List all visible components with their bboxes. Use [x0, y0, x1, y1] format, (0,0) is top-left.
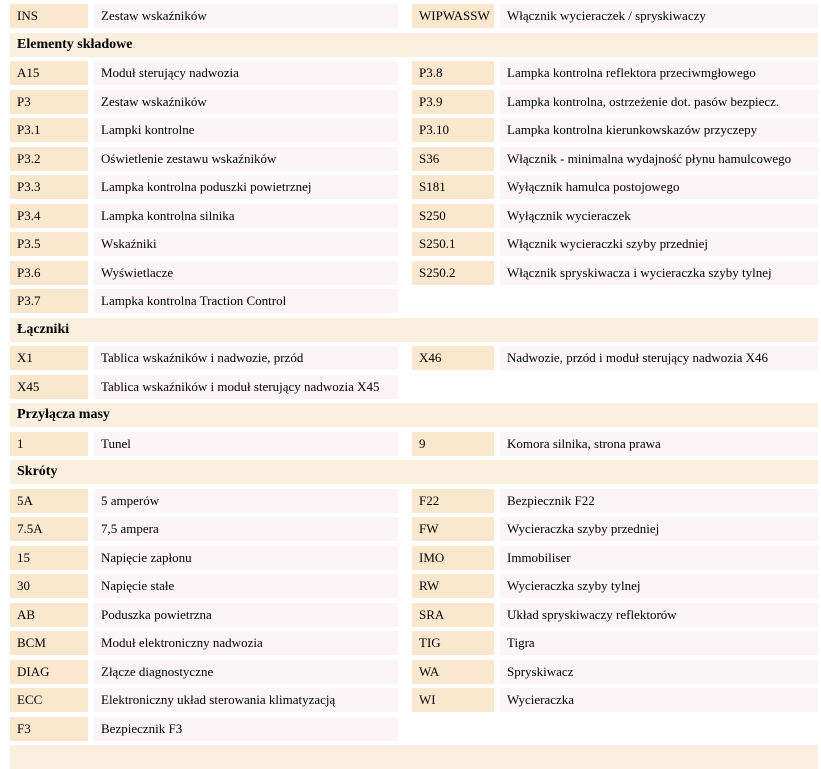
right-desc-cell: Wycieraczka — [500, 688, 818, 712]
left-code-cell: P3.5 — [10, 232, 88, 256]
right-desc-cell: Spryskiwacz — [500, 660, 818, 684]
table-row — [10, 717, 821, 741]
right-desc-cell: Wyłącznik hamulca postojowego — [500, 175, 818, 199]
left-code-cell: 1 — [10, 432, 88, 456]
right-code-cell: S250.2 — [412, 261, 494, 285]
right-desc-cell: Bezpiecznik F22 — [500, 489, 818, 513]
section-title: Skróty — [17, 464, 58, 479]
right-code-cell: WIPWASSW — [412, 4, 494, 28]
table-row — [10, 375, 821, 399]
right-desc-cell: Włącznik - minimalna wydajność płynu hamulcowego — [500, 147, 818, 171]
left-code-cell: P3.2 — [10, 147, 88, 171]
left-code-cell: P3.7 — [10, 289, 88, 313]
left-code-cell: INS — [10, 4, 88, 28]
left-code-cell: 5A — [10, 489, 88, 513]
section-header — [10, 460, 818, 484]
right-desc-cell: Lampka kontrolna, ostrzeżenie dot. pasów bezpiecz. — [500, 90, 818, 114]
section-header — [10, 403, 818, 427]
table-row — [10, 90, 821, 114]
right-code-cell: WI — [412, 688, 494, 712]
left-desc-cell: 5 amperów — [94, 489, 398, 513]
right-desc-cell: Wycieraczka szyby przedniej — [500, 517, 818, 541]
right-desc-cell: Komora silnika, strona prawa — [500, 432, 818, 456]
right-desc-cell: Nadwozie, przód i moduł sterujący nadwozia X46 — [500, 346, 818, 370]
table-row — [10, 261, 821, 285]
table-row — [10, 631, 821, 655]
right-code-cell: P3.10 — [412, 118, 494, 142]
right-desc-cell: Lampka kontrolna reflektora przeciwmgłowego — [500, 61, 818, 85]
section-header — [10, 318, 818, 342]
left-desc-cell: Tablica wskaźników i nadwozie, przód — [94, 346, 398, 370]
table-row — [10, 4, 821, 28]
section-header — [10, 33, 818, 57]
left-desc-cell: Napięcie zapłonu — [94, 546, 398, 570]
table-row — [10, 688, 821, 712]
left-code-cell: P3.4 — [10, 204, 88, 228]
right-code-cell: S181 — [412, 175, 494, 199]
table-row — [10, 603, 821, 627]
left-desc-cell: Zestaw wskaźników — [94, 4, 398, 28]
right-desc-cell: Włącznik wycieraczek / spryskiwaczy — [500, 4, 818, 28]
left-desc-cell: Lampka kontrolna silnika — [94, 204, 398, 228]
right-code-cell: F22 — [412, 489, 494, 513]
left-desc-cell: Moduł elektroniczny nadwozia — [94, 631, 398, 655]
left-desc-cell: Tunel — [94, 432, 398, 456]
table-row — [10, 660, 821, 684]
right-code-cell: WA — [412, 660, 494, 684]
table-row — [10, 204, 821, 228]
left-code-cell: X1 — [10, 346, 88, 370]
table-row — [10, 432, 821, 456]
section-title: Przyłącza masy — [17, 407, 110, 422]
right-desc-cell: Układ spryskiwaczy reflektorów — [500, 603, 818, 627]
left-desc-cell: 7,5 ampera — [94, 517, 398, 541]
right-code-cell: FW — [412, 517, 494, 541]
left-code-cell: P3.1 — [10, 118, 88, 142]
right-desc-cell: Immobiliser — [500, 546, 818, 570]
left-desc-cell: Napięcie stałe — [94, 574, 398, 598]
left-code-cell: X45 — [10, 375, 88, 399]
left-code-cell: P3.6 — [10, 261, 88, 285]
left-code-cell: P3.3 — [10, 175, 88, 199]
left-desc-cell: Wskaźniki — [94, 232, 398, 256]
section-title: Elementy składowe — [17, 36, 133, 52]
left-code-cell: BCM — [10, 631, 88, 655]
table-row — [10, 346, 821, 370]
table-row — [10, 517, 821, 541]
table-row — [10, 546, 821, 570]
right-code-cell: SRA — [412, 603, 494, 627]
left-desc-cell: Tablica wskaźników i moduł sterujący nadwozia X45 — [94, 375, 398, 399]
table-row — [10, 118, 821, 142]
left-desc-cell: Elektroniczny układ sterowania klimatyzacją — [94, 688, 398, 712]
table-row — [10, 147, 821, 171]
right-code-cell: TIG — [412, 631, 494, 655]
right-code-cell: RW — [412, 574, 494, 598]
left-desc-cell: Moduł sterujący nadwozia — [94, 61, 398, 85]
left-desc-cell: Zestaw wskaźników — [94, 90, 398, 114]
table-row — [10, 289, 821, 313]
left-code-cell: 30 — [10, 574, 88, 598]
left-code-cell: P3 — [10, 90, 88, 114]
bottom-partial-section-bar — [10, 745, 818, 769]
table-row — [10, 574, 821, 598]
right-desc-cell: Włącznik spryskiwacza i wycieraczka szyby tylnej — [500, 261, 818, 285]
table-row — [10, 175, 821, 199]
right-code-cell: S36 — [412, 147, 494, 171]
right-code-cell: S250.1 — [412, 232, 494, 256]
right-code-cell: S250 — [412, 204, 494, 228]
left-desc-cell: Lampka kontrolna Traction Control — [94, 289, 398, 313]
left-code-cell: 15 — [10, 546, 88, 570]
right-code-cell: X46 — [412, 346, 494, 370]
right-desc-cell: Lampka kontrolna kierunkowskazów przyczepy — [500, 118, 818, 142]
left-code-cell: 7.5A — [10, 517, 88, 541]
left-desc-cell: Wyświetlacze — [94, 261, 398, 285]
left-desc-cell: Lampka kontrolna poduszki powietrznej — [94, 175, 398, 199]
right-code-cell: 9 — [412, 432, 494, 456]
right-desc-cell: Wycieraczka szyby tylnej — [500, 574, 818, 598]
table-row — [10, 232, 821, 256]
left-desc-cell: Złącze diagnostyczne — [94, 660, 398, 684]
left-desc-cell: Oświetlenie zestawu wskaźników — [94, 147, 398, 171]
section-title: Łączniki — [17, 321, 70, 337]
left-code-cell: F3 — [10, 717, 88, 741]
legend-table — [10, 4, 821, 741]
left-desc-cell: Lampki kontrolne — [94, 118, 398, 142]
right-code-cell: P3.9 — [412, 90, 494, 114]
left-code-cell: DIAG — [10, 660, 88, 684]
left-desc-cell: Poduszka powietrzna — [94, 603, 398, 627]
table-row — [10, 489, 821, 513]
right-desc-cell: Wyłącznik wycieraczek — [500, 204, 818, 228]
right-code-cell: P3.8 — [412, 61, 494, 85]
left-code-cell: AB — [10, 603, 88, 627]
right-code-cell: IMO — [412, 546, 494, 570]
right-desc-cell: Tigra — [500, 631, 818, 655]
left-code-cell: ECC — [10, 688, 88, 712]
left-desc-cell: Bezpiecznik F3 — [94, 717, 398, 741]
left-code-cell: A15 — [10, 61, 88, 85]
table-row — [10, 61, 821, 85]
right-desc-cell: Włącznik wycieraczki szyby przedniej — [500, 232, 818, 256]
